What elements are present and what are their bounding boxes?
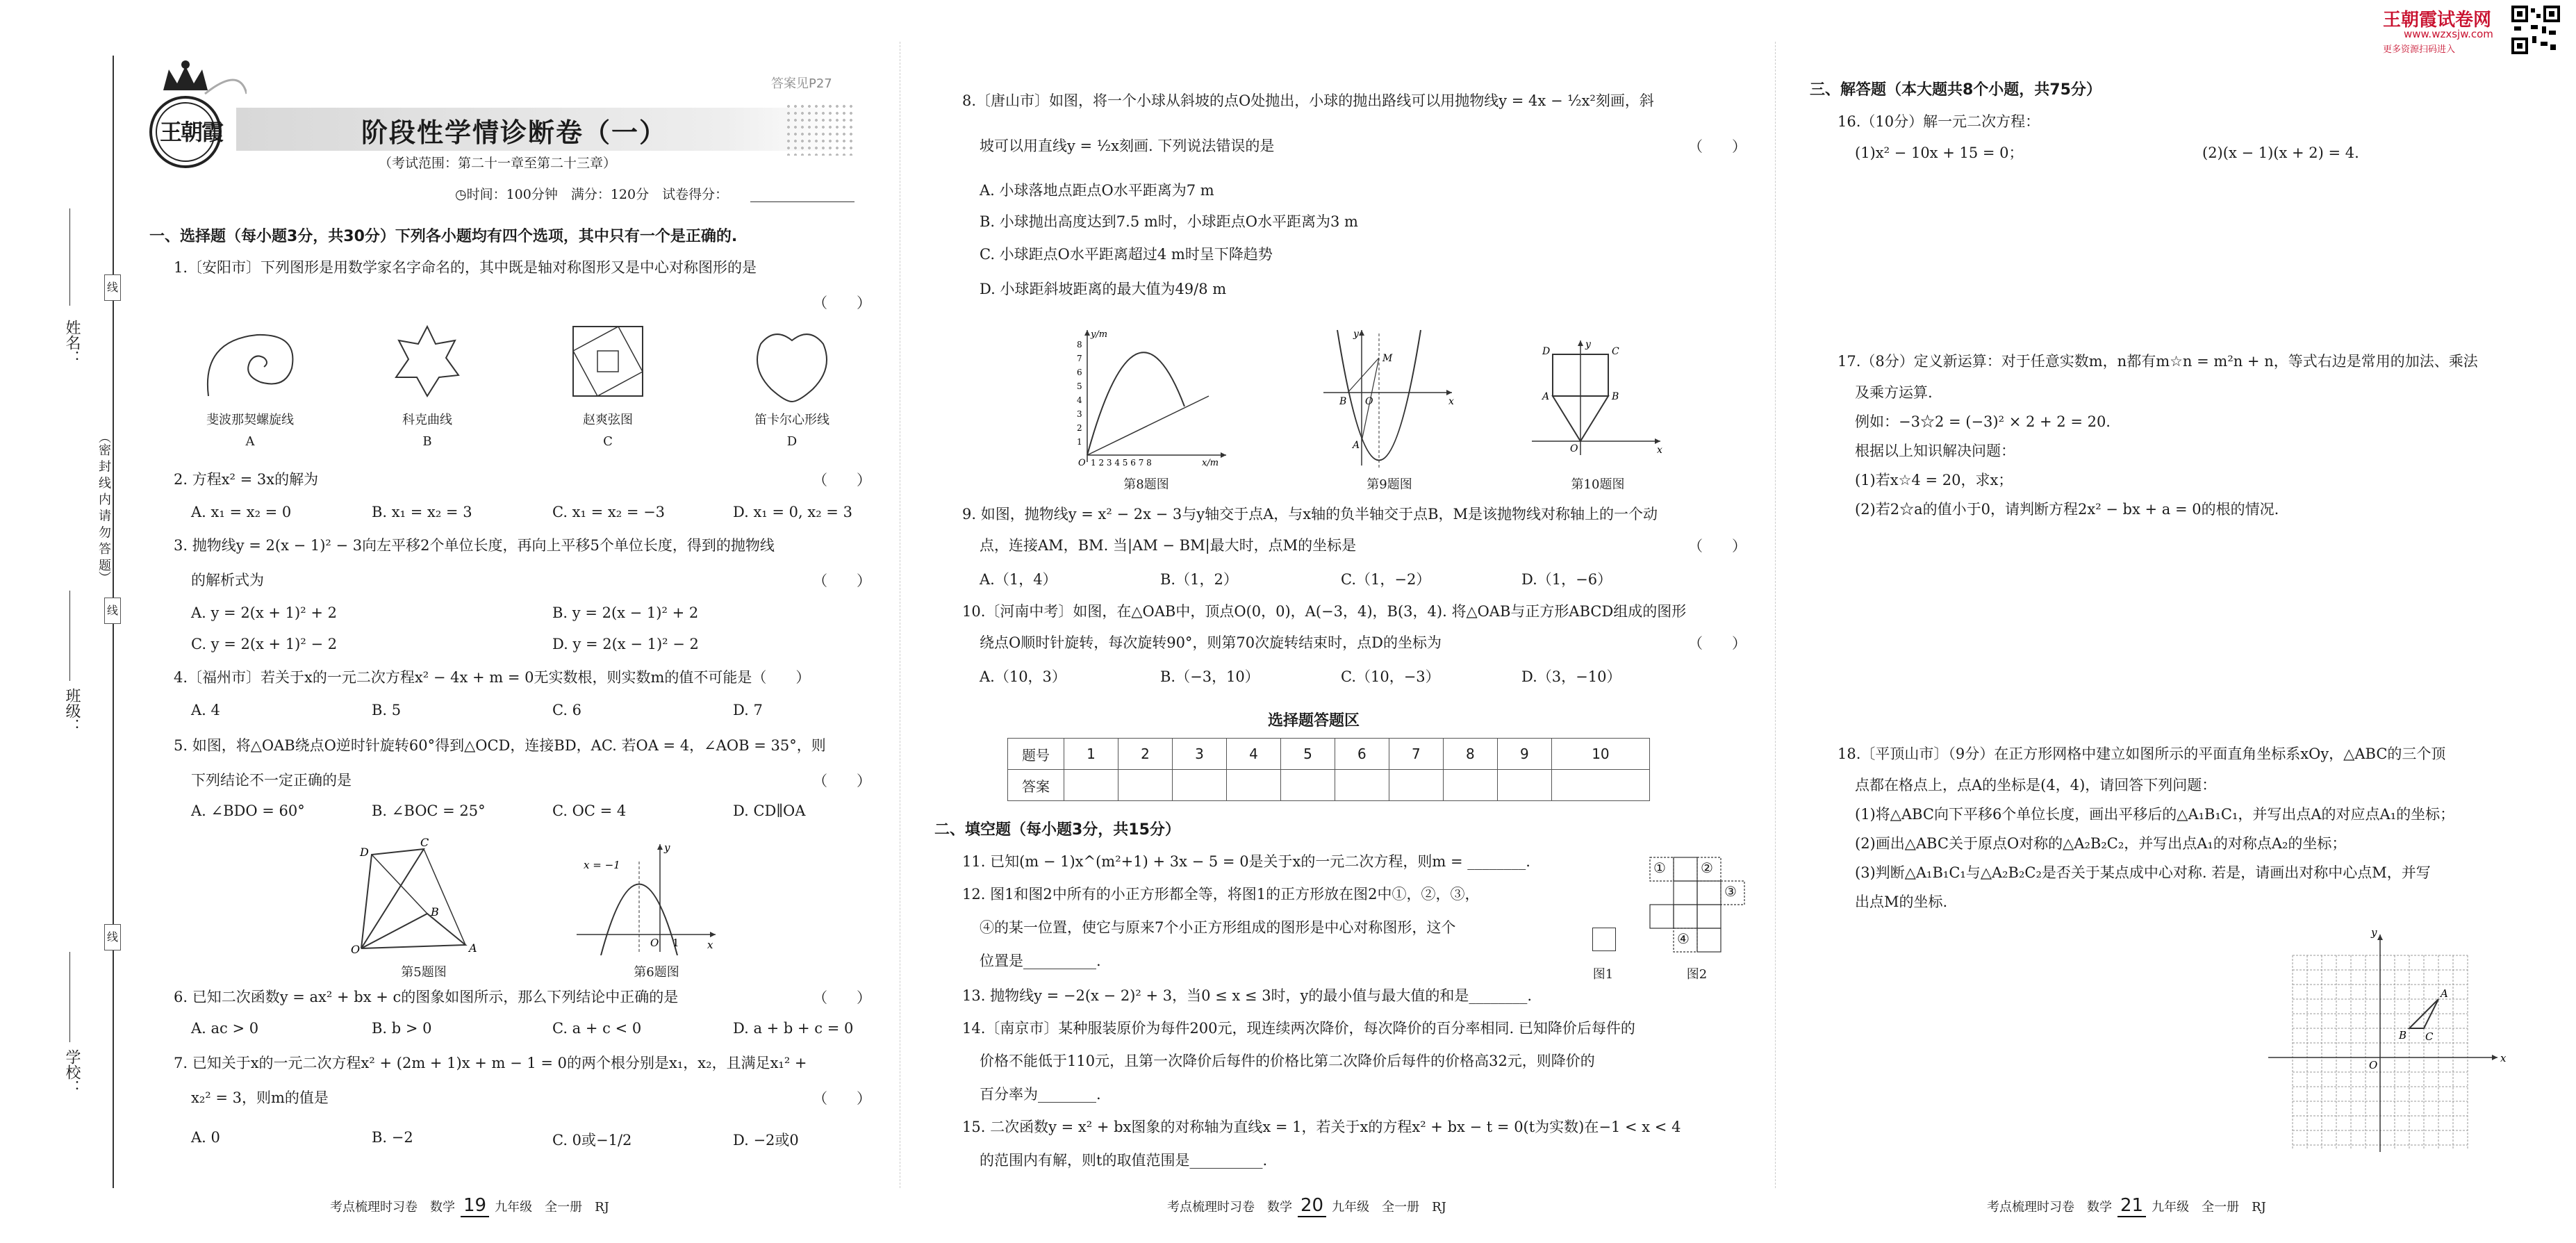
q6-option-a: A. ac > 0 xyxy=(191,1020,259,1037)
q2-option-d: D. x₁ = 0, x₂ = 3 xyxy=(733,504,852,520)
footer-series: 考点梳理时习卷 数学 xyxy=(1987,1200,2112,1215)
q12-text-line3: 位置是__________. xyxy=(980,953,1101,969)
figure-12-2-caption: 图2 xyxy=(1686,967,1708,982)
q17-text-line1: 17.（8分）定义新运算：对于任意实数m，n都有m☆n = m²n + n，等式右边是常用的加法、乘法 xyxy=(1838,353,2478,370)
q9-option-b: B.（1，2） xyxy=(1160,571,1238,588)
figure-10-caption: 第10题图 xyxy=(1571,477,1625,492)
answer-cell[interactable] xyxy=(1497,770,1551,801)
x-axis-label: x xyxy=(707,939,713,951)
q3-option-a: A. y = 2(x + 1)² + 2 xyxy=(191,604,337,621)
q17-part-1: (1)若x☆4 = 20，求x； xyxy=(1855,472,2013,488)
point-a-label: A xyxy=(1542,391,1550,402)
point-b-label: B xyxy=(2399,1029,2407,1042)
koch-curve-figure xyxy=(389,323,465,400)
q6-paren: （ ） xyxy=(813,989,871,1006)
q17-instruction: 根据以上知识解决问题： xyxy=(1855,443,2015,459)
q3-text-line1: 3. 抛物线y = 2(x − 1)² − 3向左平移2个单位长度，再向上平移5个单位长度，得到的抛物线 xyxy=(174,537,775,554)
seal-note: （密 封 线 内 请 勿 答 题） xyxy=(97,431,111,584)
q5-option-a: A. ∠BDO = 60° xyxy=(191,802,305,819)
q7-option-b: B. −2 xyxy=(372,1129,413,1146)
page-number: 19 xyxy=(461,1195,489,1217)
grid-number-6: 6 xyxy=(1335,739,1389,770)
footer-19 xyxy=(330,1195,609,1217)
page-divider-2 xyxy=(1775,42,1776,1188)
figure-5-caption: 第5题图 xyxy=(401,965,447,980)
exam-info: ◷时间：100分钟 满分：120分 试卷得分： xyxy=(455,187,729,202)
q8-option-c: C. 小球距点O水平距离超过4 m时呈下降趋势 xyxy=(980,246,1273,263)
q10-text-line1: 10.〔河南中考〕如图，在△OAB中，顶点O(0，0)，A(−3，4)，B(3，4). 将△OAB与正方形ABCD组成的图形 xyxy=(962,603,1687,620)
section-2-heading: 二、填空题（每小题3分，共15分） xyxy=(934,821,1180,839)
origin-label: O xyxy=(2369,1059,2378,1071)
grid-number-5: 5 xyxy=(1280,739,1335,770)
q2-text: 2. 方程x² = 3x的解为 xyxy=(174,471,319,488)
q15-text-line1: 15. 二次函数y = x² + bx图象的对称轴为直线x = 1，若关于x的方程x² + bx − t = 0(t为实数)在−1 < x < 4 xyxy=(962,1119,1681,1135)
footer-grade: 九年级 全一册 RJ xyxy=(2152,1200,2266,1215)
section-1-heading: 一、选择题（每小题3分，共30分）下列各小题均有四个选项，其中只有一个是正确的. xyxy=(149,228,738,245)
school-label: 学校： xyxy=(63,1049,81,1095)
q10-option-b: B.（−3，10） xyxy=(1160,668,1260,685)
figure-12-1-square xyxy=(1592,928,1616,951)
grid-number-3: 3 xyxy=(1172,739,1226,770)
q9-option-c: C.（1，−2） xyxy=(1341,571,1431,588)
q3-option-c: C. y = 2(x + 1)² − 2 xyxy=(191,636,338,652)
answer-cell[interactable] xyxy=(1551,770,1649,801)
q3-option-b: B. y = 2(x − 1)² + 2 xyxy=(552,604,699,621)
q4-option-a: A. 4 xyxy=(191,702,220,718)
footer-series: 考点梳理时习卷 数学 xyxy=(1167,1200,1292,1215)
q5-text-line1: 5. 如图，将△OAB绕点O逆时针旋转60°得到△OCD，连接BD，AC. 若OA = 4，∠AOB = 35°，则 xyxy=(174,737,826,754)
q10-option-d: D.（3，−10） xyxy=(1521,668,1621,685)
figure-9 xyxy=(1320,327,1459,472)
section-3-heading: 三、解答题（本大题共8个小题，共75分） xyxy=(1810,81,2102,99)
answer-cell[interactable] xyxy=(1280,770,1335,801)
y-tick-6: 6 xyxy=(1077,368,1082,377)
grid-number-1: 1 xyxy=(1064,739,1118,770)
q1-paren: （ ） xyxy=(813,295,871,311)
y-tick-1: 1 xyxy=(1077,437,1082,447)
figure-10 xyxy=(1528,337,1667,459)
q14-text-line1: 14.〔南京市〕某种服装原价为每件200元，现连续两次降价，每次降价的百分率相同. 已知降价后每件的 xyxy=(962,1020,1635,1037)
page-title: 阶段性学情诊断卷（一） xyxy=(361,117,668,148)
brand-slogan: 更多资源扫码进入 xyxy=(2383,44,2456,55)
q8-text-line1: 8.〔唐山市〕如图，将一个小球从斜坡的点O处抛出，小球的抛出路线可以用抛物线y = 4x − ½x²刻画，斜 xyxy=(962,92,1654,109)
q5-text-line2: 下列结论不一定正确的是 xyxy=(191,772,352,789)
q8-paren: （ ） xyxy=(1688,138,1747,155)
zhaoshuang-diagram-figure xyxy=(570,323,646,400)
point-a-label: A xyxy=(2441,987,2448,1000)
y-axis-label: y xyxy=(664,841,670,854)
point-b-label: B xyxy=(1339,396,1347,407)
q7-option-a: A. 0 xyxy=(191,1129,220,1146)
grid-number-9: 9 xyxy=(1497,739,1551,770)
q3-option-d: D. y = 2(x − 1)² − 2 xyxy=(552,636,699,652)
q12-text-line2: ④的某一位置，使它与原来7个小正方形组成的图形是中心对称图形，这个 xyxy=(980,919,1456,936)
footer-grade: 九年级 全一册 RJ xyxy=(1332,1200,1446,1215)
y-axis-label: y xyxy=(2371,926,2377,939)
q5-option-c: C. OC = 4 xyxy=(552,802,627,819)
q9-paren: （ ） xyxy=(1688,538,1747,554)
x-axis-label: x xyxy=(2500,1052,2507,1064)
q4-option-d: D. 7 xyxy=(733,702,763,718)
q18-text-line2: 点都在格点上，点A的坐标是(4，4)，请回答下列问题： xyxy=(1855,777,2217,793)
point-m-label: M xyxy=(1382,353,1393,364)
page-20 xyxy=(903,0,1772,1243)
q16-part-1: (1)x² − 10x + 15 = 0； xyxy=(1855,145,2024,161)
y-axis-label: y/m xyxy=(1091,329,1108,340)
q18-text-line1: 18.〔平顶山市〕（9分）在正方形网格中建立如图所示的平面直角坐标系xOy，△ABC的三个顶 xyxy=(1838,746,2446,762)
circle-label-3: ③ xyxy=(1724,883,1737,900)
footer-series: 考点梳理时习卷 数学 xyxy=(330,1200,455,1215)
answer-cell[interactable] xyxy=(1226,770,1280,801)
q6-option-b: B. b > 0 xyxy=(372,1020,432,1037)
figure-8 xyxy=(1070,327,1230,469)
tick-1-label: 1 xyxy=(672,937,679,949)
q4-option-b: B. 5 xyxy=(372,702,402,718)
qr-code-icon[interactable] xyxy=(2511,6,2560,54)
point-o-label: O xyxy=(351,943,361,955)
grid-number-4: 4 xyxy=(1226,739,1280,770)
axis-line-label: x = −1 xyxy=(584,859,620,871)
point-c-label: C xyxy=(420,836,429,849)
q9-text-line2: 点，连接AM，BM. 当|AM − BM|最大时，点M的坐标是 xyxy=(980,537,1357,554)
q1-label-c: 赵爽弦图 xyxy=(583,413,633,427)
figure-9-caption: 第9题图 xyxy=(1367,477,1412,492)
q1-letter-a: A xyxy=(245,434,255,449)
q1-letter-b: B xyxy=(422,434,432,449)
q6-text: 6. 已知二次函数y = ax² + bx + c的图象如图所示，那么下列结论中正确的是 xyxy=(174,989,679,1005)
circle-label-2: ② xyxy=(1701,859,1713,876)
exam-scope: （考试范围：第二十一章至第二十三章） xyxy=(379,156,617,171)
q4-text: 4.〔福州市〕若关于x的一元二次方程x² − 4x + m = 0无实数根，则实数m的值不可能是（ ） xyxy=(174,669,811,686)
x-ticks: 1 2 3 4 5 6 7 8 xyxy=(1091,458,1152,468)
origin-label: O xyxy=(1365,396,1373,407)
figure-6 xyxy=(570,841,723,955)
point-b-label: B xyxy=(1612,391,1619,402)
y-axis-label: y xyxy=(1353,329,1359,340)
answer-cell[interactable] xyxy=(1172,770,1226,801)
y-tick-5: 5 xyxy=(1077,381,1082,391)
answer-grid-title: 选择题答题区 xyxy=(1268,712,1360,730)
q1-letter-d: D xyxy=(786,434,798,449)
page-21 xyxy=(1778,0,2576,1243)
grid-number-7: 7 xyxy=(1389,739,1443,770)
cardioid-figure xyxy=(750,327,834,403)
brand-url: www.wzxsjw.com xyxy=(2404,28,2493,40)
q7-text-line2: x₂² = 3，则m的值是 xyxy=(191,1089,329,1106)
point-b-label: B xyxy=(431,905,439,919)
answer-cell[interactable] xyxy=(1064,770,1118,801)
q11-text: 11. 已知(m − 1)x^(m²+1) + 3x − 5 = 0是关于x的一元二次方程，则m = ________. xyxy=(962,853,1530,870)
q10-text-line2: 绕点O顺时针旋转，每次旋转90°，则第70次旋转结束时，点D的坐标为 xyxy=(980,634,1442,651)
figure-12-1-caption: 图1 xyxy=(1592,967,1614,982)
circle-label-1: ① xyxy=(1653,859,1666,876)
q15-text-line2: 的范围内有解，则t的取值范围是__________. xyxy=(980,1152,1268,1169)
footer-20 xyxy=(1167,1195,1446,1217)
score-blank xyxy=(750,201,854,202)
answer-ref: 答案见P27 xyxy=(771,76,832,91)
answer-cell[interactable] xyxy=(1118,770,1172,801)
seal-mark: 线 xyxy=(106,930,118,944)
q7-text-line1: 7. 已知关于x的一元二次方程x² + (2m + 1)x + m − 1 = 0的两个根分别是x₁，x₂，且满足x₁² + xyxy=(174,1055,807,1071)
q7-option-c: C. 0或−1/2 xyxy=(552,1132,632,1149)
q1-text: 1.〔安阳市〕下列图形是用数学家名字命名的，其中既是轴对称图形又是中心对称图形的是 xyxy=(174,259,757,276)
q14-text-line2: 价格不能低于110元，且第一次降价后每件的价格比第二次降价后每件的价格高32元，则降价的 xyxy=(980,1053,1595,1069)
q1-label-d: 笛卡尔心形线 xyxy=(754,413,829,427)
q6-option-d: D. a + b + c = 0 xyxy=(733,1020,854,1037)
q9-option-d: D.（1，−6） xyxy=(1521,571,1612,588)
grid-label-answer: 答案 xyxy=(1008,770,1064,801)
q8-option-d: D. 小球距斜坡距离的最大值为49/8 m xyxy=(980,281,1227,297)
grid-number-10: 10 xyxy=(1551,739,1649,770)
q3-paren: （ ） xyxy=(813,573,871,589)
x-axis-label: x xyxy=(1448,396,1454,407)
figure-8-caption: 第8题图 xyxy=(1123,477,1169,492)
figure-5 xyxy=(347,834,500,955)
page-19 xyxy=(0,0,896,1243)
answer-grid xyxy=(1007,738,1650,801)
answer-grid-header-row xyxy=(1008,739,1650,770)
q9-text-line1: 9. 如图，抛物线y = x² − 2x − 3与y轴交于点A，与x轴的负半轴交于点B，M是该抛物线对称轴上的一个动 xyxy=(962,506,1658,522)
origin-label: O xyxy=(1078,458,1086,468)
x-axis-label: x/m xyxy=(1202,458,1219,468)
q2-paren: （ ） xyxy=(813,472,871,488)
y-tick-8: 8 xyxy=(1077,340,1082,349)
answer-grid-answer-row xyxy=(1008,770,1650,801)
q1-label-b: 科克曲线 xyxy=(402,413,452,427)
q4-option-c: C. 6 xyxy=(552,702,582,718)
title-banner-dots xyxy=(785,103,854,156)
q8-text-line2: 坡可以用直线y = ½x刻画. 下列说法错误的是 xyxy=(980,138,1275,154)
q2-option-b: B. x₁ = x₂ = 3 xyxy=(372,504,472,520)
grid-number-2: 2 xyxy=(1118,739,1172,770)
grid-label-number: 题号 xyxy=(1008,739,1064,770)
grid-number-8: 8 xyxy=(1443,739,1497,770)
q5-option-d: D. CD∥OA xyxy=(733,802,806,819)
q16-text: 16.（10分）解一元二次方程： xyxy=(1838,113,2040,130)
y-tick-7: 7 xyxy=(1077,354,1082,363)
q18-part-2: (2)画出△ABC关于原点O对称的△A₂B₂C₂，并写出点A₁的对称点A₂的坐标； xyxy=(1855,835,2347,852)
q10-paren: （ ） xyxy=(1688,635,1747,652)
answer-cell[interactable] xyxy=(1389,770,1443,801)
point-d-label: D xyxy=(360,846,369,859)
point-a-label: A xyxy=(469,941,477,955)
q18-part-3-line1: (3)判断△A₁B₁C₁与△A₂B₂C₂是否关于某点成中心对称. 若是，请画出对称中心点M，并写 xyxy=(1855,864,2431,881)
q2-option-c: C. x₁ = x₂ = −3 xyxy=(552,504,666,520)
origin-label: O xyxy=(650,937,659,949)
q10-option-c: C.（10，−3） xyxy=(1341,668,1440,685)
q18-part-3-line2: 出点M的坐标. xyxy=(1855,894,1948,910)
q17-text-line2: 及乘方运算. xyxy=(1855,384,1933,401)
q8-option-a: A. 小球落地点距点O水平距离为7 m xyxy=(980,182,1214,199)
x-axis-label: x xyxy=(1657,445,1662,456)
origin-label: O xyxy=(1570,443,1578,454)
page-number: 21 xyxy=(2117,1195,2146,1217)
q17-example: 例如：−3☆2 = (−3)² × 2 + 2 = 20. xyxy=(1855,413,2111,430)
q2-option-a: A. x₁ = x₂ = 0 xyxy=(191,504,292,520)
figure-18-grid xyxy=(2268,921,2560,1153)
q8-option-b: B. 小球抛出高度达到7.5 m时，小球距点O水平距离为3 m xyxy=(980,213,1358,230)
point-c-label: C xyxy=(2425,1030,2434,1043)
y-tick-4: 4 xyxy=(1077,395,1082,405)
q7-option-d: D. −2或0 xyxy=(733,1132,799,1149)
point-c-label: C xyxy=(1612,346,1619,357)
seal-mark: 线 xyxy=(106,281,118,294)
q16-part-2: (2)(x − 1)(x + 2) = 4. xyxy=(2202,145,2359,161)
q17-part-2: (2)若2☆a的值小于0，请判断方程2x² − bx + a = 0的根的情况. xyxy=(1855,501,2279,518)
point-a-label: A xyxy=(1353,440,1360,451)
q5-paren: （ ） xyxy=(813,773,871,789)
answer-cell[interactable] xyxy=(1335,770,1389,801)
q10-option-a: A.（10，3） xyxy=(980,668,1066,685)
brand-name: 王朝霞试卷网 xyxy=(2383,10,2492,31)
y-tick-3: 3 xyxy=(1077,409,1082,419)
q1-letter-c: C xyxy=(603,434,613,449)
q9-option-a: A.（1，4） xyxy=(980,571,1057,588)
q7-paren: （ ） xyxy=(813,1090,871,1107)
q5-option-b: B. ∠BOC = 25° xyxy=(372,802,486,819)
q14-text-line3: 百分率为________. xyxy=(980,1086,1101,1103)
point-d-label: D xyxy=(1542,346,1551,357)
answer-cell[interactable] xyxy=(1443,770,1497,801)
seal-mark: 线 xyxy=(106,604,118,617)
q18-part-1: (1)将△ABC向下平移6个单位长度，画出平移后的△A₁B₁C₁，并写出点A的对应点A₁的坐标； xyxy=(1855,806,2455,823)
name-label: 姓名： xyxy=(63,320,81,365)
q12-text-line1: 12. 图1和图2中所有的小正方形都全等，将图1的正方形放在图2中①，②，③， xyxy=(962,886,1480,903)
page-number: 20 xyxy=(1298,1195,1326,1217)
circle-label-4: ④ xyxy=(1677,930,1690,947)
q6-option-c: C. a + c < 0 xyxy=(552,1020,642,1037)
wangzhaoxia-logo xyxy=(142,52,247,170)
logo-text: 王朝霞 xyxy=(160,119,223,145)
class-label: 班级： xyxy=(63,688,81,734)
q13-text: 13. 抛物线y = −2(x − 2)² + 3，当0 ≤ x ≤ 3时，y的最小值与最大值的和是________. xyxy=(962,987,1533,1004)
y-tick-2: 2 xyxy=(1077,423,1082,433)
y-axis-label: y xyxy=(1585,339,1591,350)
figure-6-caption: 第6题图 xyxy=(634,965,679,980)
q3-text-line2: 的解析式为 xyxy=(191,572,264,588)
footer-21 xyxy=(1987,1195,2266,1217)
q1-label-a: 斐波那契螺旋线 xyxy=(206,413,294,427)
fibonacci-spiral-figure xyxy=(195,327,306,403)
footer-grade: 九年级 全一册 RJ xyxy=(495,1200,609,1215)
